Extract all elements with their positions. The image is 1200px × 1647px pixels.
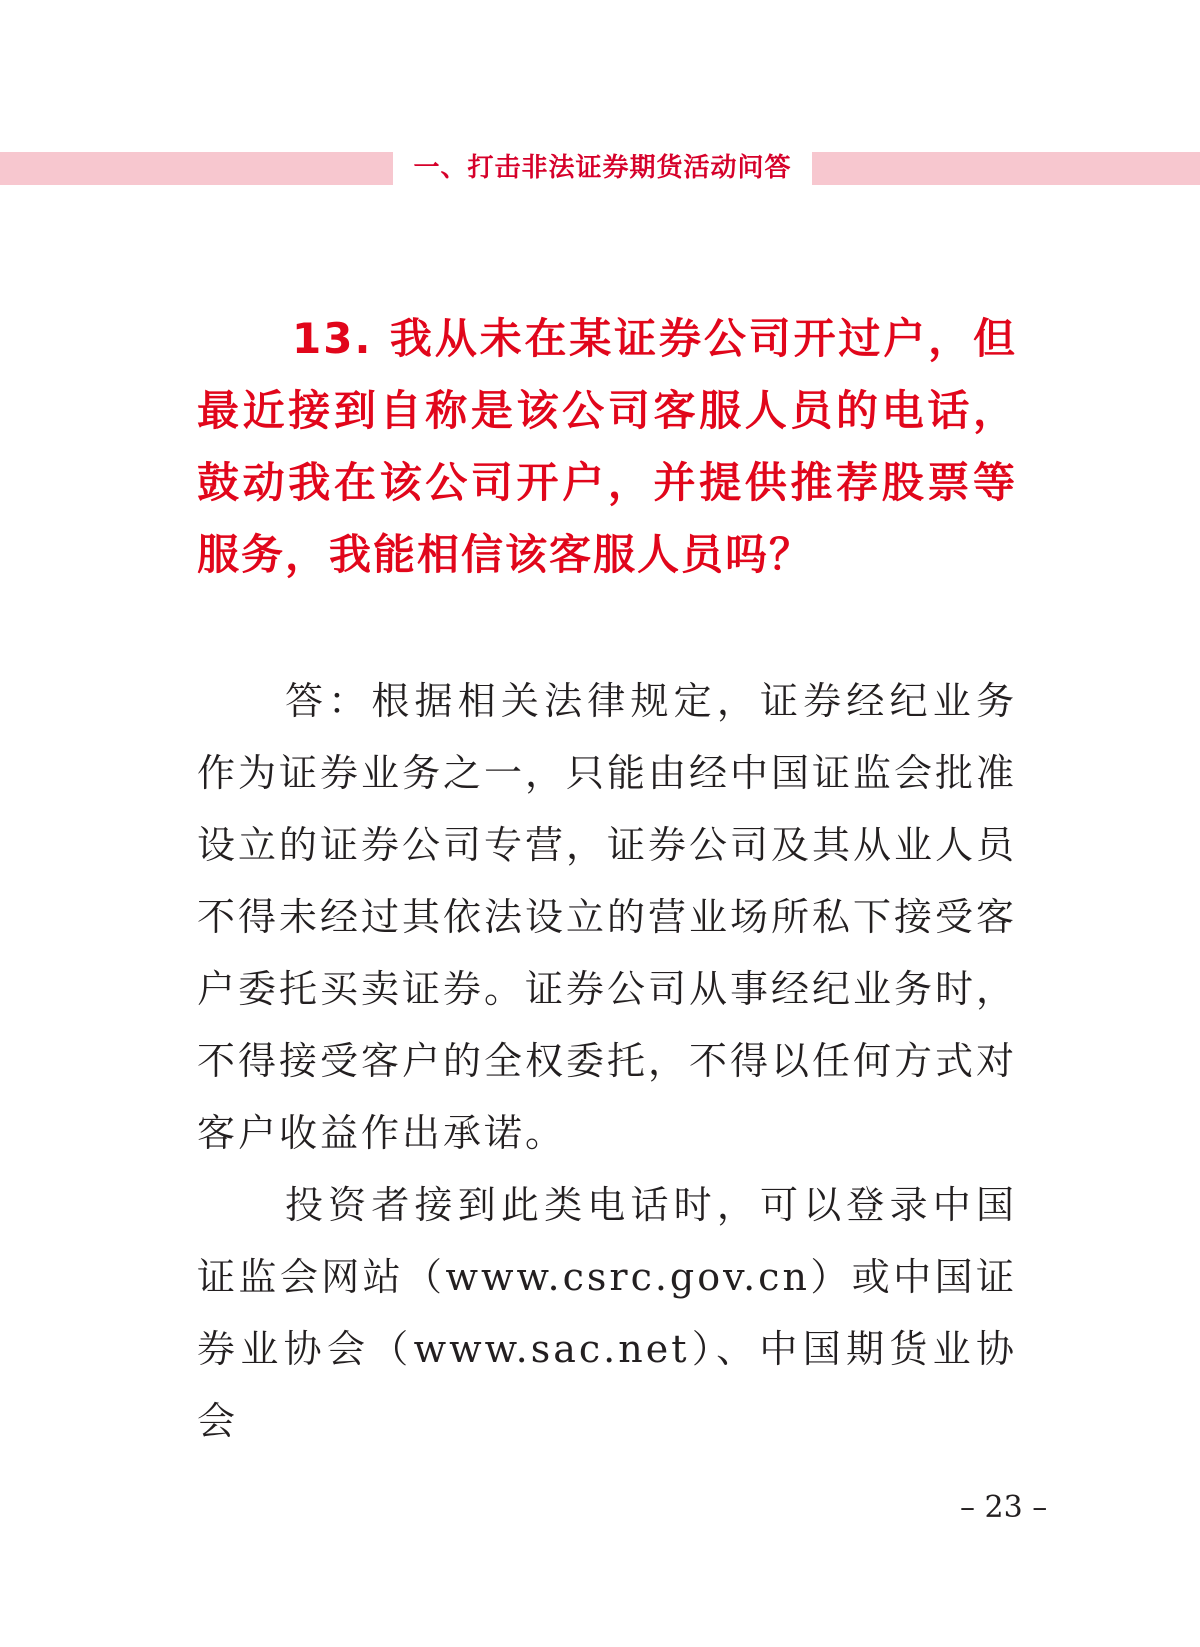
question-text: 13. 我从未在某证券公司开过户，但最近接到自称是该公司客服人员的电话，鼓动我在该公司开户，并提供推荐股票等服务，我能相信该客服人员吗？ bbox=[197, 314, 1017, 579]
answer-paragraph-1: 答：根据相关法律规定，证券经纪业务作为证券业务之一，只能由经中国证监会批准设立的证券公司专营，证券公司及其从业人员不得未经过其依法设立的营业场所私下接受客户委托买卖证券。证券公司从事经纪业务时，不得接受客户的全权委托，不得以任何方式对客户收益作出承诺。 bbox=[197, 679, 1018, 1155]
header-band-right bbox=[812, 152, 1200, 185]
section-title: 一、打击非法证券期货活动问答 bbox=[413, 153, 792, 183]
question-heading bbox=[197, 303, 1017, 591]
answer-paragraph-2: 投资者接到此类电话时，可以登录中国证监会网站（www.csrc.gov.cn）或中国证券业协会（www.sac.net）、中国期货业协会 bbox=[197, 1183, 1017, 1443]
header-band-left bbox=[0, 152, 393, 185]
answer-body bbox=[197, 665, 1017, 1457]
page-number: – 23 – bbox=[960, 1490, 1048, 1525]
